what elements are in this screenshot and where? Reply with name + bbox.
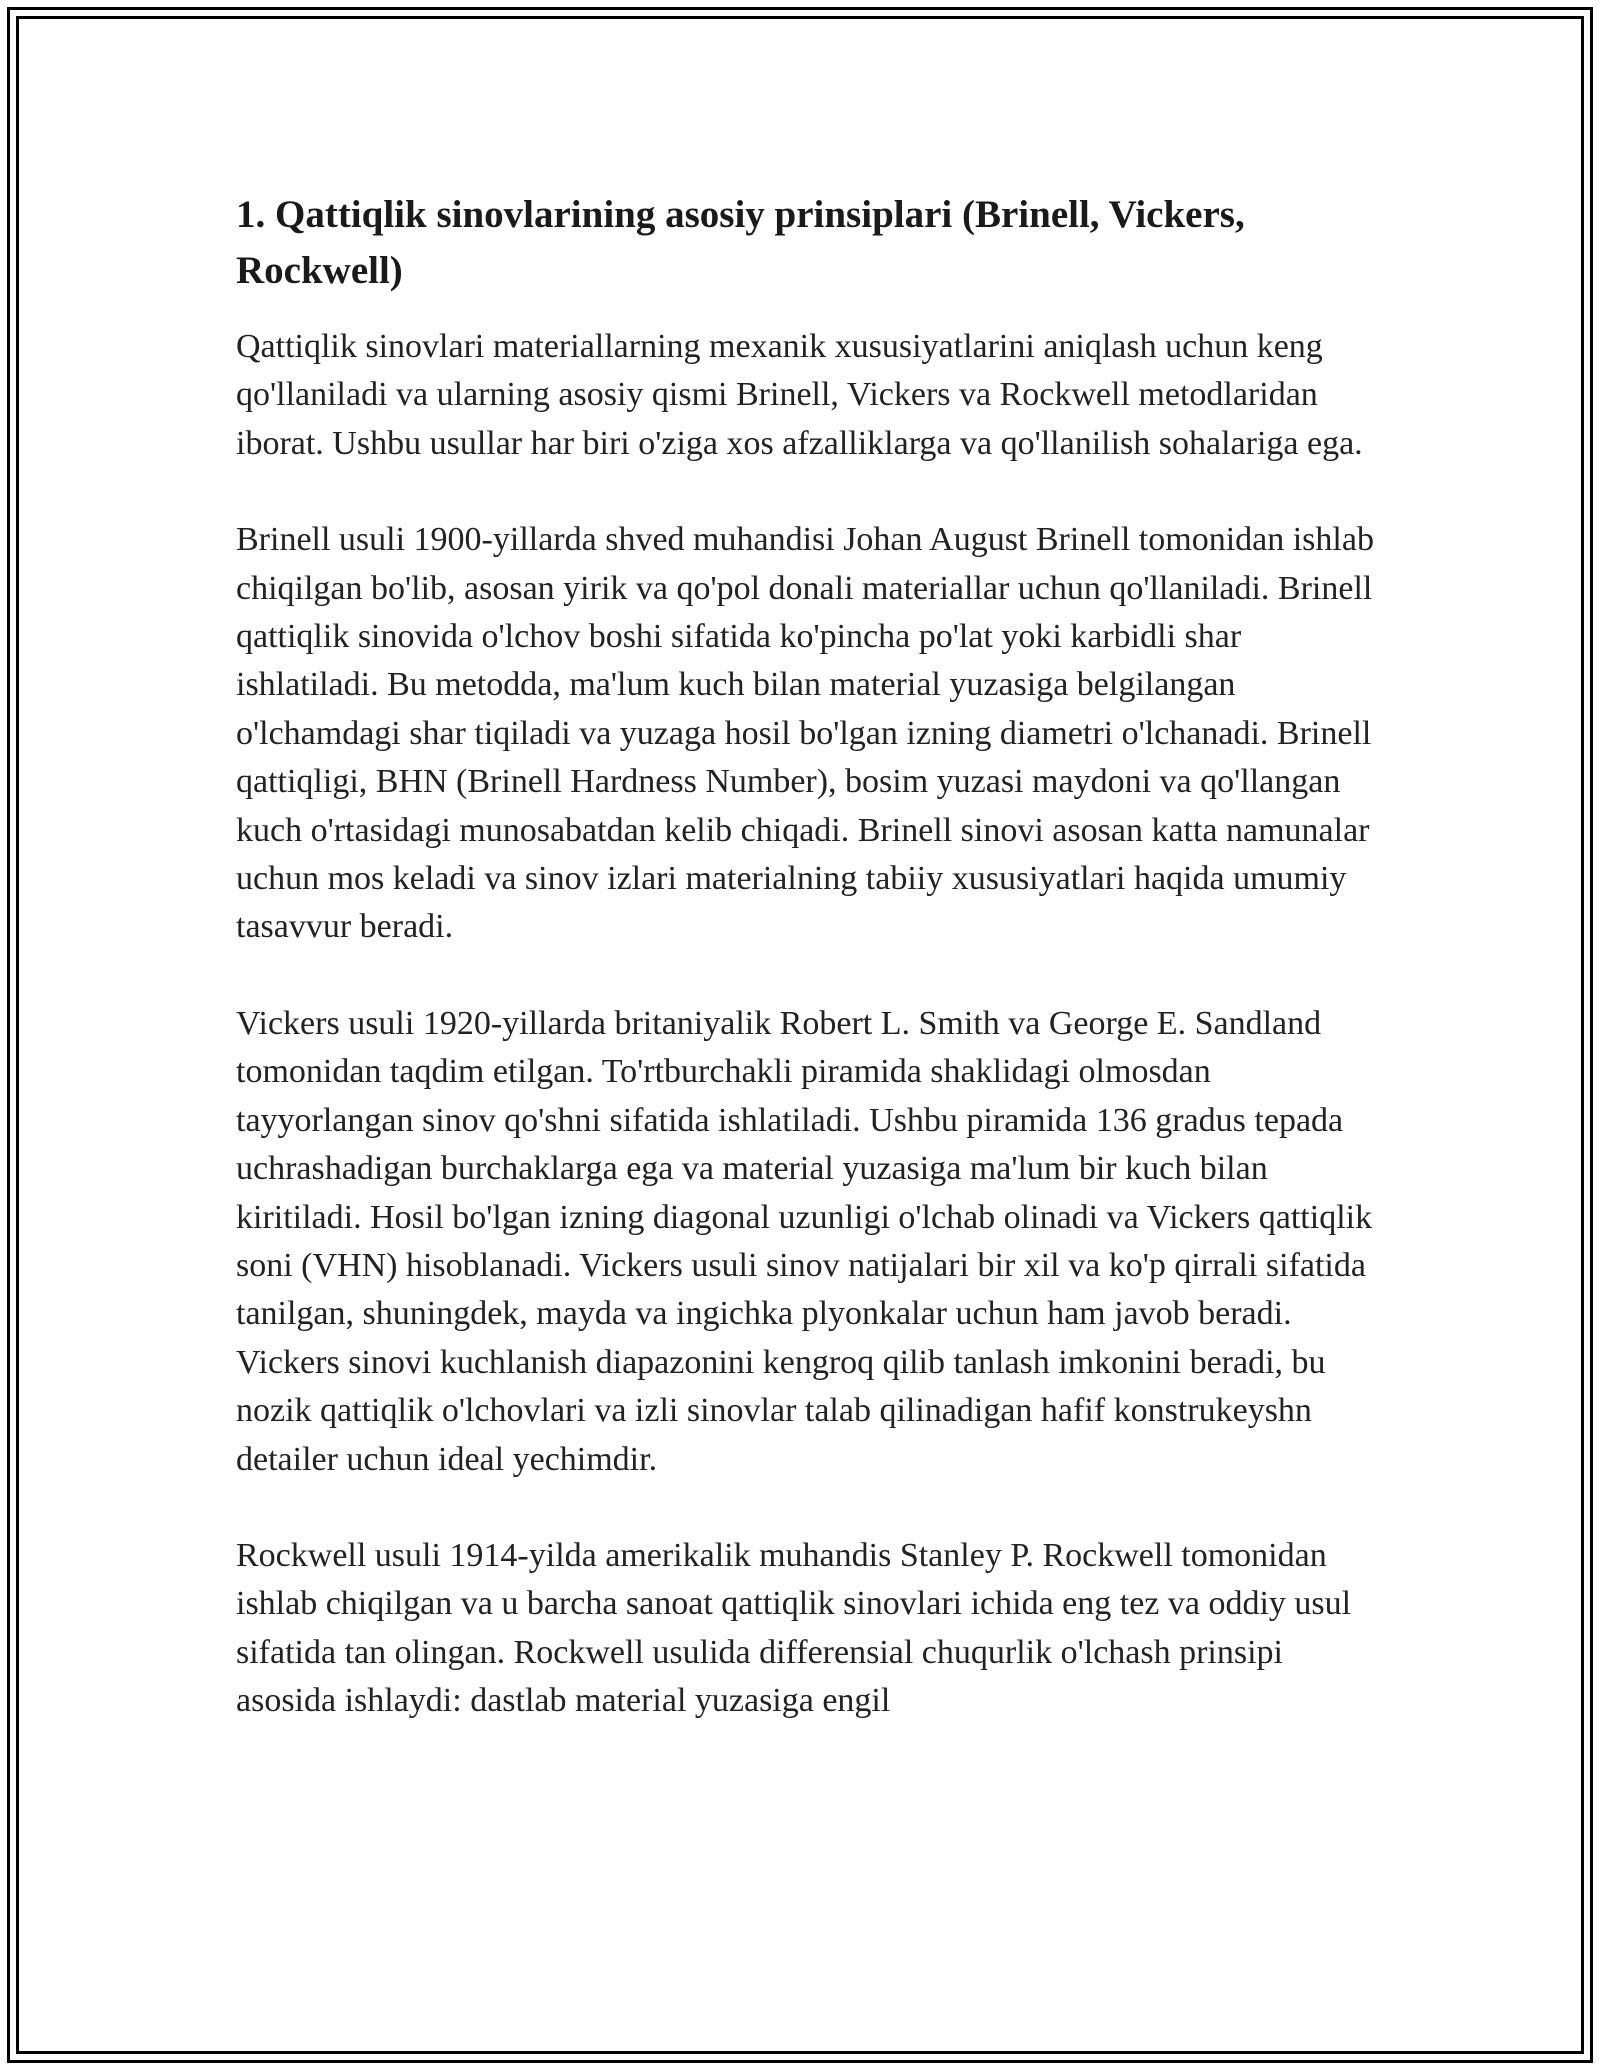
paragraph-vickers: Vickers usuli 1920-yillarda britaniyalik Robert L. Smith va George E. Sandland tomonidan taqdim etilgan. To'rtburchakli piramida shaklidagi olmosdan tayyorlangan sinov qo'shni sifatida ishlatiladi. Ushbu piramida 136 gradus tepada uchrashadigan burchaklarga ega va material yuzasiga ma'lum bir kuch bilan kiritiladi. Hosil bo'lgan izning diagonal uzunligi o'lchab olinadi va Vickers qattiqlik soni (VHN) hisoblanadi. Vickers usuli sinov natijalari bir xil va ko'p qirrali sifatida tanilgan, shuningdek, mayda va ingichka plyonkalar uchun ham javob beradi. Vickers sinovi kuchlanish diapazonini kengroq qilib tanlash imkonini beradi, bu nozik qattiqlik o'lchovlari va izli sinovlar talab qilinadigan hafif konstrukeyshn detailer uchun ideal yechimdir. [236,1004,1373,1478]
section-heading: 1. Qattiqlik sinovlarining asosiy prinsiplari (Brinell, Vickers, Rockwell) [236,193,1245,292]
paragraph-rockwell: Rockwell usuli 1914-yilda amerikalik muhandis Stanley P. Rockwell tomonidan ishlab chiqilgan va u barcha sanoat qattiqlik sinovlari ichida eng tez va oddiy usul sifatida tan olingan. Rockwell usulida differensial chuqurlik o'lchash prinsipi asosida ishlaydi: dastlab material yuzasiga engil [236,1536,1352,1720]
document-body [236,187,1376,1726]
paragraph-brinell: Brinell usuli 1900-yillarda shved muhandisi Johan August Brinell tomonidan ishlab chiqilgan bo'lib, asosan yirik va qo'pol donali materiallar uchun qo'llaniladi. Brinell qattiqlik sinovida o'lchov boshi sifatida ko'pincha po'lat yoki karbidli shar ishlatiladi. Bu metodda, ma'lum kuch bilan material yuzasiga belgilangan o'lchamdagi shar tiqiladi va yuzaga hosil bo'lgan izning diametri o'lchanadi. Brinell qattiqligi, BHN (Brinell Hardness Number), bosim yuzasi maydoni va qo'llangan kuch o'rtasidagi munosabatdan kelib chiqadi. Brinell sinovi asosan katta namunalar uchun mos keladi va sinov izlari materialning tabiiy xususiyatlari haqida umumiy tasavvur beradi. [236,521,1374,946]
paragraph-intro: Qattiqlik sinovlari materiallarning mexanik xususiyatlarini aniqlash uchun keng qo'llaniladi va ularning asosiy qismi Brinell, Vickers va Rockwell metodlaridan iborat. Ushbu usullar har biri o'ziga xos afzalliklarga va qo'llanilish sohalariga ega. [236,328,1363,462]
